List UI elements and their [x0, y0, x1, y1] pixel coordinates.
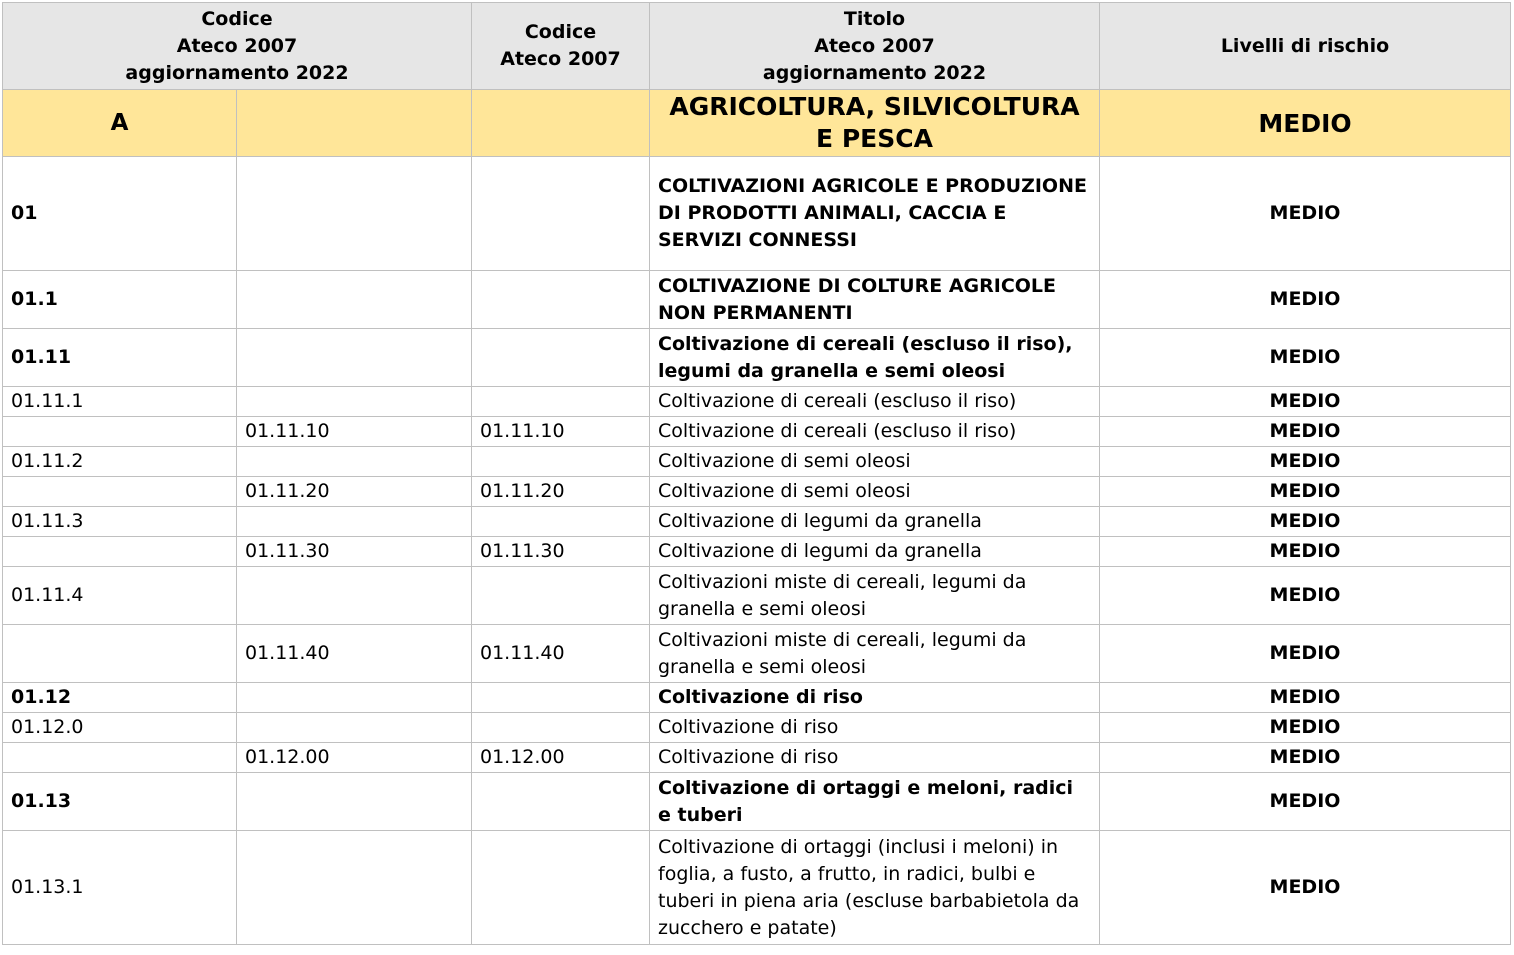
section-empty-cell	[472, 90, 650, 157]
title-cell: Coltivazione di ortaggi (inclusi i meloni) in foglia, a fusto, a frutto, in radici, bulbi e tuberi in piena aria (escluse barbabietola da zucchero e patate)	[650, 831, 1100, 945]
code-2022-sub-cell	[237, 329, 472, 387]
risk-cell: MEDIO	[1100, 329, 1511, 387]
risk-cell: MEDIO	[1100, 477, 1511, 507]
title-cell: Coltivazione di riso	[650, 713, 1100, 743]
code-2007-cell: 01.11.30	[472, 537, 650, 567]
table-row	[3, 537, 1511, 567]
code-2007-cell	[472, 567, 650, 625]
code-2007-cell	[472, 507, 650, 537]
section-empty-cell	[237, 90, 472, 157]
header-livelli-rischio: Livelli di rischio	[1100, 3, 1511, 90]
title-cell: Coltivazione di riso	[650, 683, 1100, 713]
table-row	[3, 567, 1511, 625]
title-cell: Coltivazione di cereali (escluso il riso), legumi da granella e semi oleosi	[650, 329, 1100, 387]
title-cell: COLTIVAZIONE DI COLTURE AGRICOLE NON PERMANENTI	[650, 271, 1100, 329]
risk-cell: MEDIO	[1100, 713, 1511, 743]
table-row	[3, 743, 1511, 773]
code-2007-cell	[472, 271, 650, 329]
code-2022-sub-cell	[237, 447, 472, 477]
section-title: AGRICOLTURA, SILVICOLTURA E PESCA	[650, 90, 1100, 157]
title-cell: Coltivazioni miste di cereali, legumi da granella e semi oleosi	[650, 567, 1100, 625]
table-row	[3, 625, 1511, 683]
code-2022-cell: 01.11.1	[3, 387, 237, 417]
section-row	[3, 90, 1511, 157]
code-2022-cell: 01.11.4	[3, 567, 237, 625]
code-2007-cell	[472, 713, 650, 743]
code-2022-cell	[3, 537, 237, 567]
table-row	[3, 417, 1511, 447]
title-cell: Coltivazione di semi oleosi	[650, 477, 1100, 507]
title-cell: Coltivazione di cereali (escluso il riso)	[650, 387, 1100, 417]
code-2022-cell: 01.13	[3, 773, 237, 831]
risk-cell: MEDIO	[1100, 447, 1511, 477]
table-row	[3, 271, 1511, 329]
header-titolo: Titolo Ateco 2007 aggiornamento 2022	[650, 3, 1100, 90]
code-2022-sub-cell	[237, 271, 472, 329]
code-2022-sub-cell	[237, 773, 472, 831]
code-2022-cell: 01.11.2	[3, 447, 237, 477]
code-2022-sub-cell	[237, 683, 472, 713]
code-2022-cell: 01.11	[3, 329, 237, 387]
title-cell: Coltivazioni miste di cereali, legumi da granella e semi oleosi	[650, 625, 1100, 683]
risk-cell: MEDIO	[1100, 743, 1511, 773]
title-cell: Coltivazione di legumi da granella	[650, 537, 1100, 567]
code-2022-sub-cell: 01.11.20	[237, 477, 472, 507]
code-2022-sub-cell	[237, 157, 472, 271]
table-row	[3, 683, 1511, 713]
code-2022-sub-cell: 01.11.30	[237, 537, 472, 567]
section-risk: MEDIO	[1100, 90, 1511, 157]
code-2022-cell: 01.11.3	[3, 507, 237, 537]
code-2022-sub-cell	[237, 713, 472, 743]
title-cell: Coltivazione di legumi da granella	[650, 507, 1100, 537]
code-2022-sub-cell: 01.12.00	[237, 743, 472, 773]
table-row	[3, 831, 1511, 945]
title-cell: COLTIVAZIONI AGRICOLE E PRODUZIONE DI PRODOTTI ANIMALI, CACCIA E SERVIZI CONNESSI	[650, 157, 1100, 271]
risk-cell: MEDIO	[1100, 387, 1511, 417]
table-row	[3, 507, 1511, 537]
code-2022-cell	[3, 477, 237, 507]
code-2022-sub-cell: 01.11.10	[237, 417, 472, 447]
code-2022-sub-cell	[237, 831, 472, 945]
risk-cell: MEDIO	[1100, 625, 1511, 683]
code-2007-cell	[472, 157, 650, 271]
code-2007-cell: 01.12.00	[472, 743, 650, 773]
header-codice-2007: Codice Ateco 2007	[472, 3, 650, 90]
risk-cell: MEDIO	[1100, 831, 1511, 945]
table-row	[3, 713, 1511, 743]
code-2022-cell: 01.1	[3, 271, 237, 329]
code-2022-cell	[3, 743, 237, 773]
code-2007-cell: 01.11.20	[472, 477, 650, 507]
table-row	[3, 447, 1511, 477]
table-header-row	[3, 3, 1511, 90]
code-2007-cell: 01.11.10	[472, 417, 650, 447]
code-2007-cell	[472, 447, 650, 477]
code-2022-sub-cell: 01.11.40	[237, 625, 472, 683]
title-cell: Coltivazione di semi oleosi	[650, 447, 1100, 477]
code-2007-cell	[472, 329, 650, 387]
code-2022-sub-cell	[237, 567, 472, 625]
table-row	[3, 773, 1511, 831]
code-2022-cell	[3, 417, 237, 447]
code-2007-cell	[472, 387, 650, 417]
code-2007-cell	[472, 683, 650, 713]
code-2022-cell: 01.13.1	[3, 831, 237, 945]
header-codice-2022: Codice Ateco 2007 aggiornamento 2022	[3, 3, 472, 90]
risk-cell: MEDIO	[1100, 537, 1511, 567]
risk-cell: MEDIO	[1100, 683, 1511, 713]
table-row	[3, 387, 1511, 417]
risk-cell: MEDIO	[1100, 773, 1511, 831]
table-row	[3, 329, 1511, 387]
table-row	[3, 157, 1511, 271]
code-2022-sub-cell	[237, 507, 472, 537]
title-cell: Coltivazione di riso	[650, 743, 1100, 773]
risk-cell: MEDIO	[1100, 157, 1511, 271]
code-2007-cell	[472, 831, 650, 945]
code-2022-sub-cell	[237, 387, 472, 417]
risk-cell: MEDIO	[1100, 567, 1511, 625]
ateco-risk-table	[2, 2, 1511, 945]
section-code: A	[3, 90, 237, 157]
code-2022-cell	[3, 625, 237, 683]
risk-cell: MEDIO	[1100, 417, 1511, 447]
code-2022-cell: 01	[3, 157, 237, 271]
risk-cell: MEDIO	[1100, 507, 1511, 537]
code-2007-cell: 01.11.40	[472, 625, 650, 683]
title-cell: Coltivazione di ortaggi e meloni, radici e tuberi	[650, 773, 1100, 831]
code-2007-cell	[472, 773, 650, 831]
code-2022-cell: 01.12	[3, 683, 237, 713]
code-2022-cell: 01.12.0	[3, 713, 237, 743]
table-row	[3, 477, 1511, 507]
title-cell: Coltivazione di cereali (escluso il riso)	[650, 417, 1100, 447]
risk-cell: MEDIO	[1100, 271, 1511, 329]
